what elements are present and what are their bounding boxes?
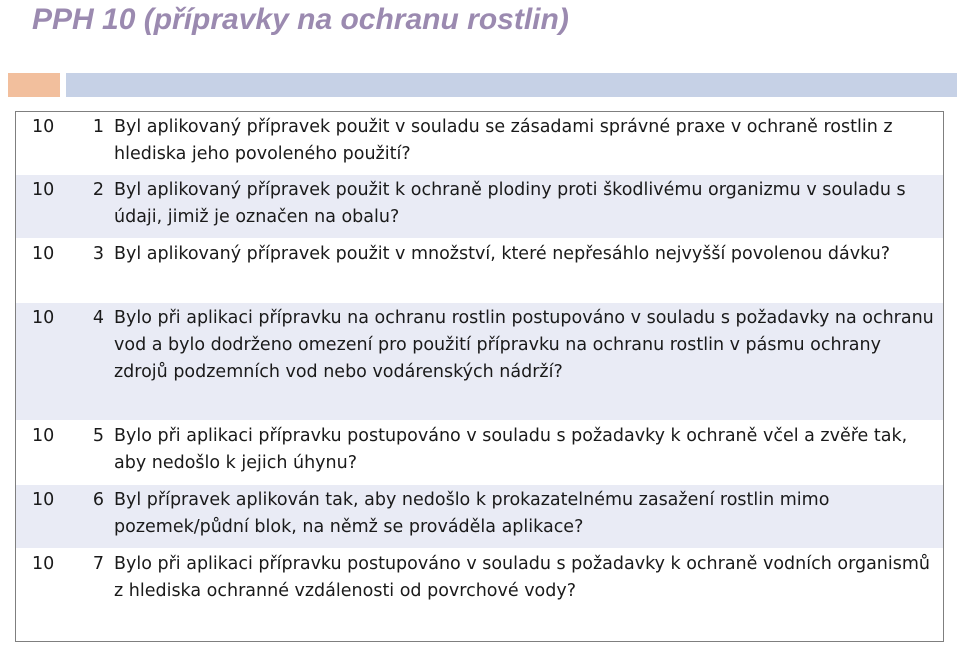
- decorative-bar-orange: [8, 73, 60, 97]
- table-row: [16, 302, 943, 420]
- item-number: 6: [92, 490, 104, 510]
- table-row: [16, 420, 943, 484]
- chapter-number: 10: [32, 180, 55, 200]
- item-number: 1: [92, 117, 104, 137]
- chapter-number: 10: [32, 490, 55, 510]
- item-number: 4: [92, 308, 104, 328]
- requirement-text: Bylo při aplikaci přípravku postupováno v souladu s požadavky k ochraně vodních organismů z hlediska ochranné vzdálenosti od povrchové vody?: [114, 554, 931, 601]
- requirements-table: [15, 111, 944, 642]
- requirement-text: Byl aplikovaný přípravek použit v množství, které nepřesáhlo nejvyšší povolenou dávku?: [114, 244, 891, 264]
- item-number: 3: [92, 244, 104, 264]
- decorative-bar-blue: [66, 73, 957, 97]
- table-row: [16, 112, 943, 174]
- requirement-text: Bylo při aplikaci přípravku postupováno v souladu s požadavky k ochraně včel a zvěře tak, aby nedošlo k jejich úhynu?: [114, 426, 908, 473]
- page-title: PPH 10 (přípravky na ochranu rostlin): [32, 3, 569, 36]
- table-row: [16, 238, 943, 302]
- item-number: 2: [92, 180, 104, 200]
- table-row: [16, 174, 943, 238]
- chapter-number: 10: [32, 308, 55, 328]
- requirement-text: Byl aplikovaný přípravek použit k ochraně plodiny proti škodlivému organizmu v souladu s údaji, jimiž je označen na obalu?: [114, 180, 906, 227]
- chapter-number: 10: [32, 244, 55, 264]
- requirement-text: Byl aplikovaný přípravek použit v souladu se zásadami správné praxe v ochraně rostlin z hlediska jeho povoleného použití?: [114, 117, 893, 164]
- chapter-number: 10: [32, 117, 55, 137]
- requirement-text: Bylo při aplikaci přípravku na ochranu rostlin postupováno v souladu s požadavky na ochranu vod a bylo dodrženo omezení pro použití přípravku na ochranu rostlin v pásmu ochrany zdrojů podzemních vod nebo vodárenských nádrží?: [114, 308, 934, 382]
- item-number: 7: [92, 554, 104, 574]
- chapter-number: 10: [32, 554, 55, 574]
- requirement-text: Byl přípravek aplikován tak, aby nedošlo k prokazatelnému zasažení rostlin mimo pozemek/půdní blok, na němž se prováděla aplikace?: [114, 490, 830, 537]
- table-row: [16, 548, 943, 641]
- table-row: [16, 484, 943, 548]
- item-number: 5: [92, 426, 104, 446]
- chapter-number: 10: [32, 426, 55, 446]
